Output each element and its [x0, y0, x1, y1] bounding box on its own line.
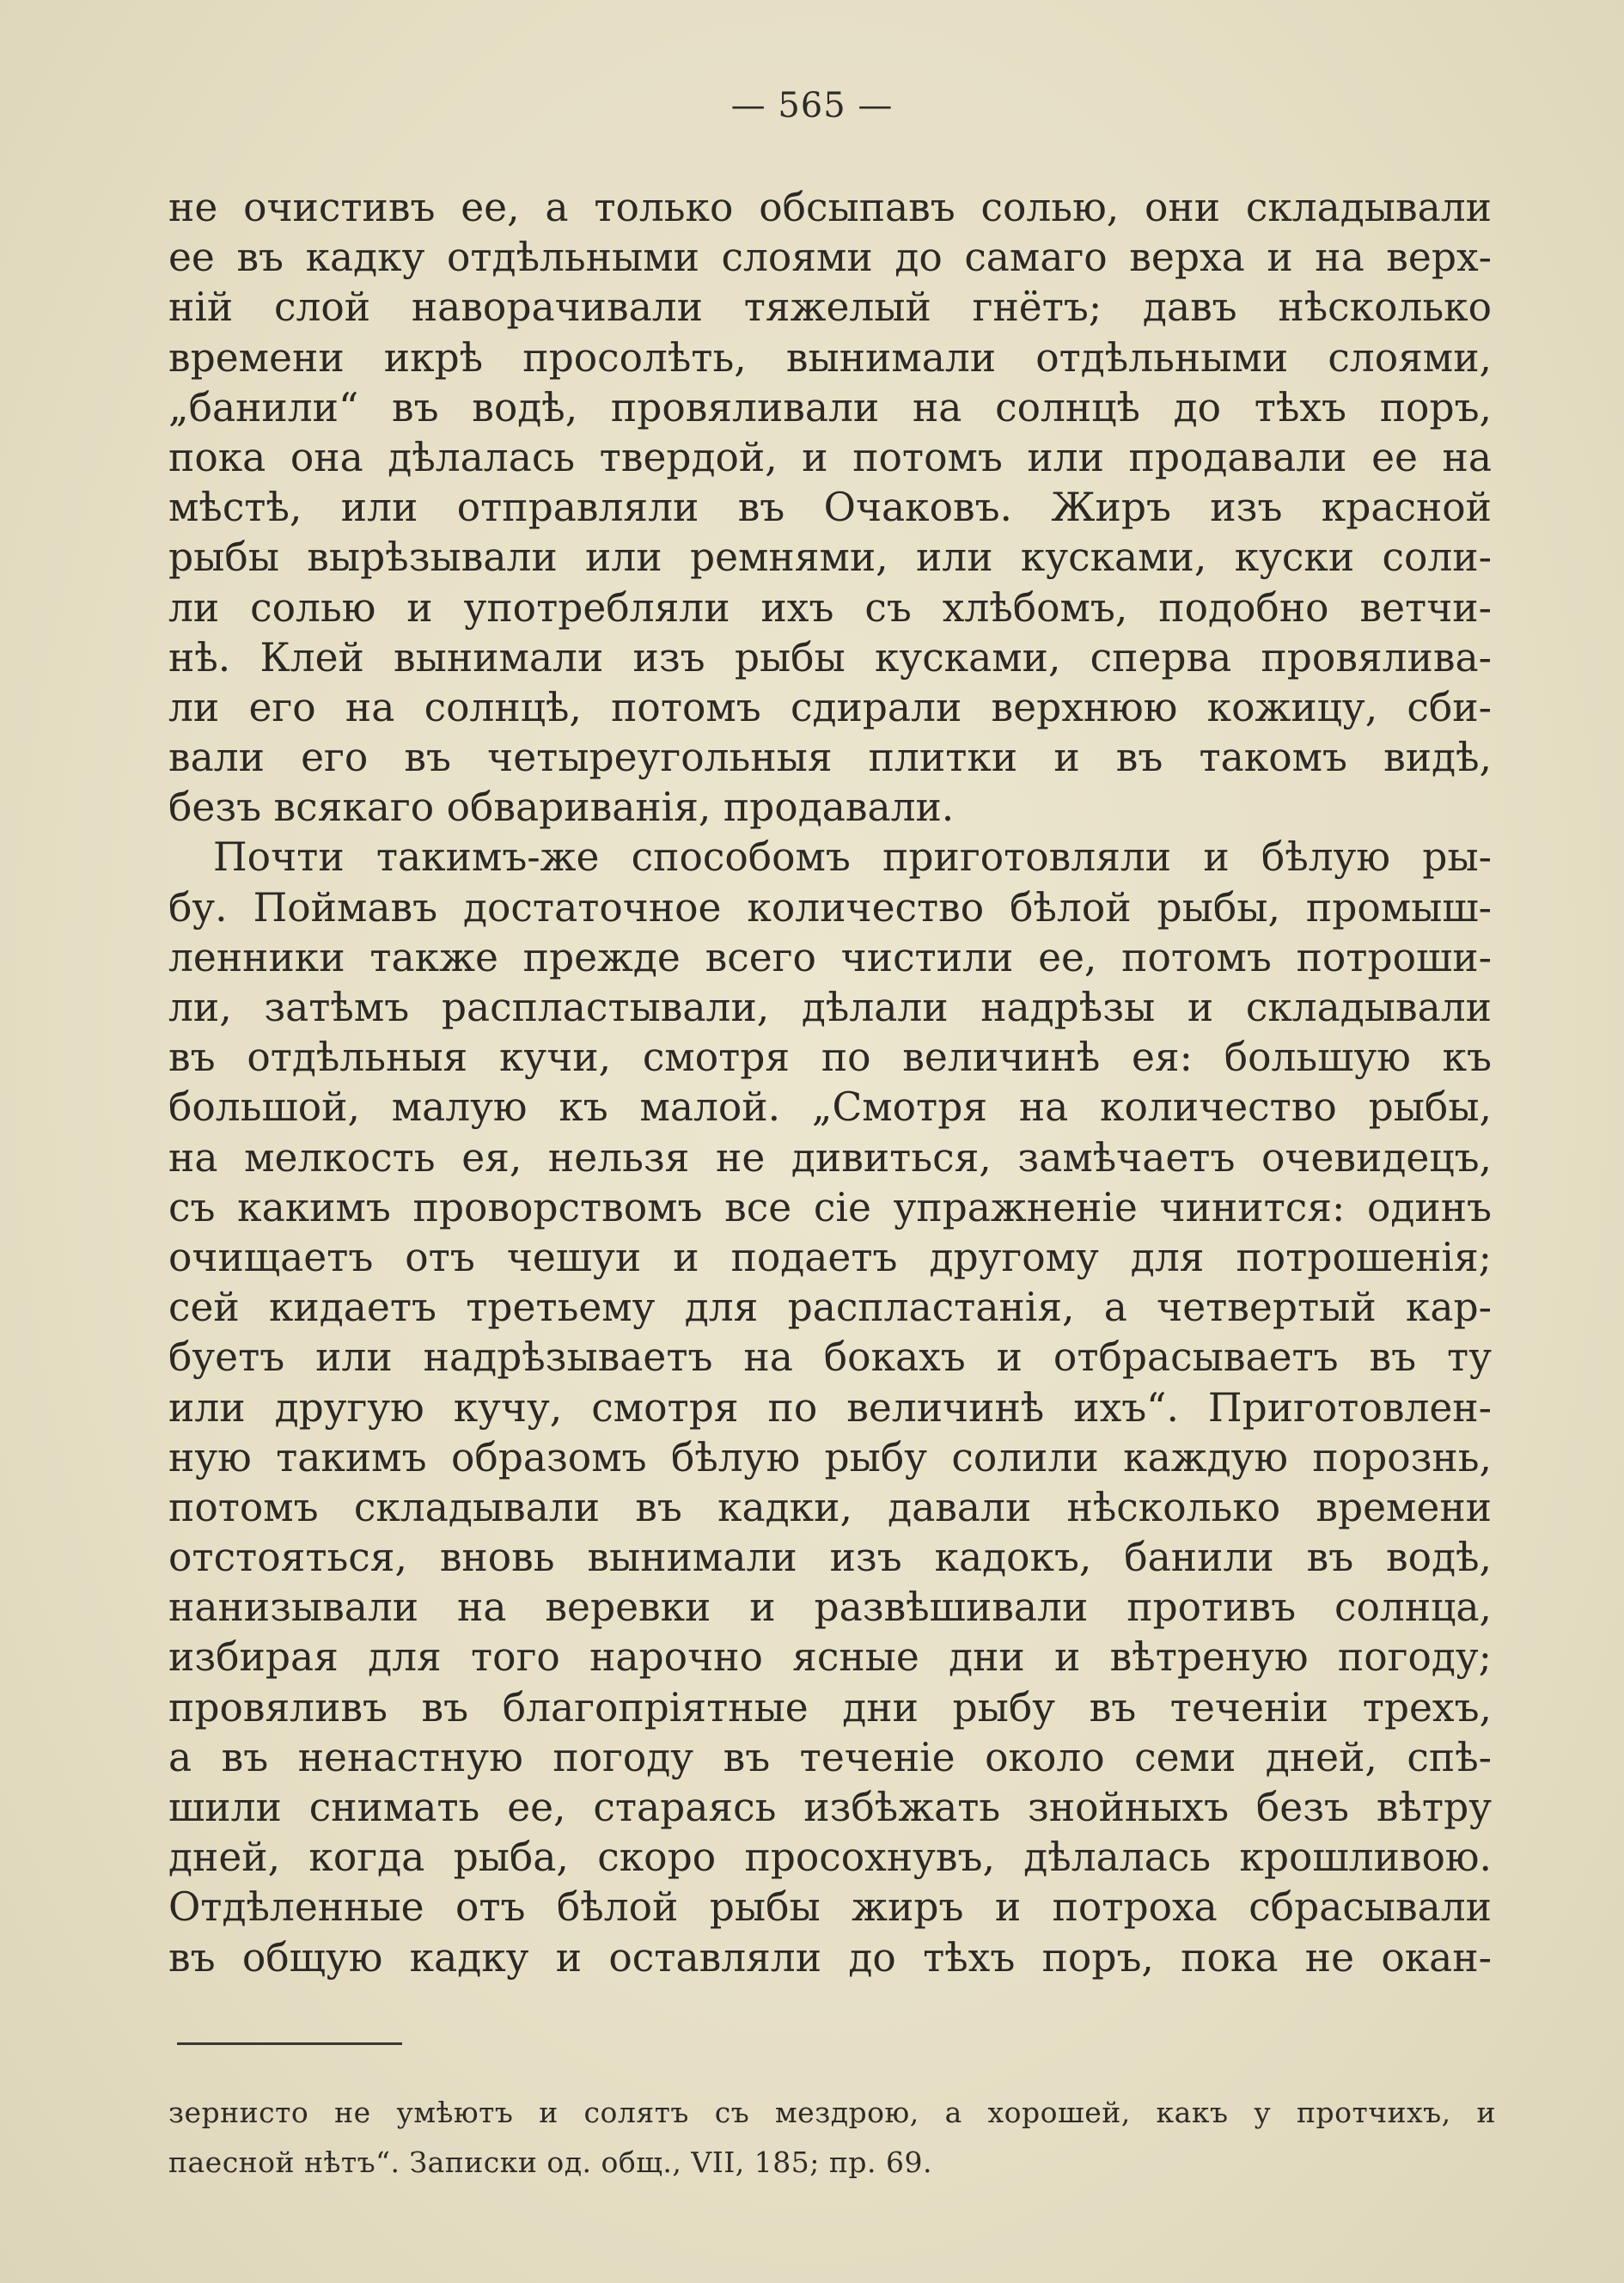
- text-line: ли его на солнцѣ, потомъ сдирали верхнюю кожицу, сби-: [168, 684, 1492, 730]
- text-line: въ общую кадку и оставляли до тѣхъ поръ, пока не окан-: [168, 1934, 1492, 1981]
- text-line: ній слой наворачивали тяжелый гнётъ; давъ нѣсколько: [168, 284, 1492, 331]
- text-line: дней, когда рыба, скоро просохнувъ, дѣлалась крошливою.: [168, 1834, 1492, 1881]
- text-line: не очистивъ ее, а только обсыпавъ солью, они складывали: [168, 185, 1492, 230]
- text-line: на мелкость ея, нельзя не дивиться, замѣчаетъ очевидецъ,: [168, 1134, 1492, 1181]
- paragraph-end-line: безъ всякаго обвариванія, продавали.: [168, 784, 955, 831]
- text-line: ную такимъ образомъ бѣлую рыбу солили каждую порознь,: [168, 1434, 1492, 1480]
- text-line: рыбы вырѣзывали или ремнями, или кусками, куски соли-: [168, 534, 1492, 581]
- text-line: вали его въ четыреугольныя плитки и въ такомъ видѣ,: [168, 735, 1492, 781]
- text-line: большой, малую къ малой. „Смотря на количество рыбы,: [168, 1084, 1492, 1131]
- text-line: шили снимать ее, стараясь избѣжать знойныхъ безъ вѣтру: [168, 1785, 1492, 1830]
- text-line: сей кидаетъ третьему для распластанія, а четвертый кар-: [168, 1285, 1492, 1331]
- text-line: нѣ. Клей вынимали изъ рыбы кусками, сперва провялива-: [168, 634, 1492, 681]
- text-line: а въ ненастную погоду въ теченіе около семи дней, спѣ-: [168, 1734, 1492, 1780]
- text-line: нанизывали на веревки и развѣшивали противъ солнца,: [168, 1584, 1492, 1631]
- text-line: ее въ кадку отдѣльными слоями до самаго верха и на верх-: [168, 235, 1492, 281]
- text-line: потомъ складывали въ кадки, давали нѣсколько времени: [168, 1484, 1492, 1530]
- text-line: времени икрѣ просолѣть, вынимали отдѣльными слоями,: [168, 334, 1492, 381]
- text-line: съ какимъ проворствомъ все сіе упражненіе чинится: одинъ: [168, 1184, 1492, 1230]
- text-line: бу. Поймавъ достаточное количество бѣлой рыбы, промыш-: [168, 884, 1492, 931]
- text-line: мѣстѣ, или отправляли въ Очаковъ. Жиръ изъ красной: [168, 485, 1492, 531]
- text-line: „банили“ въ водѣ, провяливали на солнцѣ до тѣхъ поръ,: [168, 384, 1492, 430]
- text-line: ли солью и употребляли ихъ съ хлѣбомъ, подобно ветчи-: [168, 584, 1492, 631]
- text-line: провяливъ въ благопріятные дни рыбу въ теченіи трехъ,: [168, 1684, 1492, 1731]
- text-line: очищаетъ отъ чешуи и подаетъ другому для потрошенія;: [168, 1234, 1492, 1280]
- footnote: [168, 2088, 1496, 2188]
- footnote-line: паесной нѣтъ“. Записки од. общ., VII, 185; пр. 69.: [168, 2146, 932, 2179]
- text-line: буетъ или надрѣзываетъ на бокахъ и отбрасываетъ въ ту: [168, 1334, 1492, 1381]
- footnote-divider: [177, 2042, 402, 2045]
- text-line: отстояться, вновь вынимали изъ кадокъ, банили въ водѣ,: [168, 1535, 1492, 1581]
- text-line: въ отдѣльныя кучи, смотря по величинѣ ея: большую къ: [168, 1035, 1492, 1081]
- text-line: или другую кучу, смотря по величинѣ ихъ“. Приготовлен-: [168, 1384, 1492, 1431]
- text-line: ли, затѣмъ распластывали, дѣлали надрѣзы и складывали: [168, 985, 1492, 1030]
- main-text: [168, 183, 1492, 1983]
- text-line: Отдѣленные отъ бѣлой рыбы жиръ и потроха сбрасывали: [168, 1884, 1492, 1931]
- text-line: пока она дѣлалась твердой, и потомъ или продавали ее на: [168, 434, 1492, 480]
- footnote-line: зернисто не умѣютъ и солятъ съ мездрою, а хорошей, какъ у протчихъ, и: [168, 2096, 1496, 2129]
- text-line: избирая для того нарочно ясные дни и вѣтреную погоду;: [168, 1634, 1492, 1681]
- page-number: — 565 —: [730, 86, 894, 125]
- text-line: ленники также прежде всего чистили ее, потомъ потроши-: [168, 934, 1492, 980]
- paragraph-start-line: Почти такимъ-же способомъ приготовляли и бѣлую ры-: [213, 834, 1492, 881]
